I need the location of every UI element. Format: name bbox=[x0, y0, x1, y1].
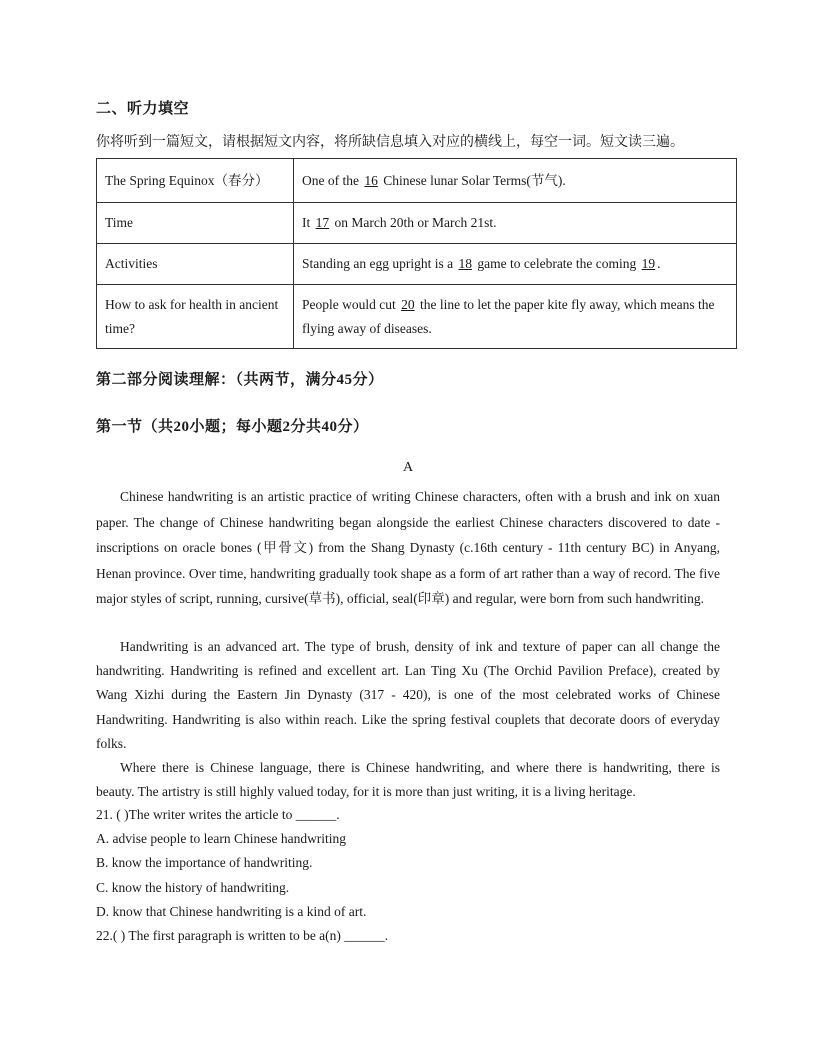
blank-17: 17 bbox=[315, 215, 330, 230]
table-row bbox=[97, 203, 737, 244]
table-row bbox=[97, 285, 737, 349]
row-content: People would cut 20 the line to let the paper kite fly away, which means the flying away of diseases. bbox=[294, 285, 737, 349]
passage-paragraph: Chinese handwriting is an artistic practice of writing Chinese characters, often with a brush and ink on xuan paper. The change of Chinese handwriting began alongside the earliest Chinese characters discovered to date - inscriptions on oracle bones (甲骨文) from the Shang Dynasty (c.16th century - 11th century BC) in Anyang, Henan province. Over time, handwriting gradually took shape as a form of art rather than a way of record. The five major styles of script, running, cursive(草书), official, seal(印章) and regular, were born from such handwriting. bbox=[96, 489, 720, 606]
question-21: 21. ( )The writer writes the article to ______. bbox=[96, 807, 340, 822]
blank-18: 18 bbox=[458, 256, 472, 271]
section-heading: 二、听力填空 bbox=[96, 101, 190, 117]
row-label: Activities bbox=[97, 244, 294, 285]
blank-19: 19 bbox=[641, 256, 656, 271]
row-content: One of the 16 Chinese lunar Solar Terms(节气). bbox=[294, 159, 737, 203]
listening-table bbox=[96, 158, 737, 349]
option-21-a: A. advise people to learn Chinese handwriting bbox=[96, 831, 347, 846]
row-content: Standing an egg upright is a 18 game to celebrate the coming 19 . bbox=[294, 244, 737, 285]
table-row bbox=[97, 159, 737, 203]
passage-paragraph: Handwriting is an advanced art. The type of brush, density of ink and texture of paper can all change the handwriting. Handwriting is refined and excellent art. Lan Ting Xu (The Orchid Pavilion Preface), created by Wang Xizhi during the Eastern Jin Dynasty (317 - 420), is one of the most celebrated works of Chinese Handwriting. Handwriting is also within reach. Like the spring festival couplets that decorate doors of everyday folks. bbox=[96, 639, 720, 751]
blank-20: 20 bbox=[401, 296, 415, 312]
section-heading: 第一节（共20小题；每小题2分共40分） bbox=[96, 419, 369, 435]
row-content: It 17 on March 20th or March 21st. bbox=[294, 203, 737, 244]
row-label: How to ask for health in ancient time? bbox=[97, 285, 294, 349]
passage-paragraph: Where there is Chinese language, there is Chinese handwriting, and where there is handwriting, there is beauty. The artistry is still highly valued today, for it is more than just writing, it is a living heritage. bbox=[96, 760, 720, 800]
option-21-b: B. know the importance of handwriting. bbox=[96, 855, 313, 870]
row-label: The Spring Equinox（春分） bbox=[97, 159, 294, 203]
passage-title: A bbox=[402, 460, 414, 475]
instruction-text: 你将听到一篇短文，请根据短文内容，将所缺信息填入对应的横线上，每空一词。短文读三遍。 bbox=[96, 135, 684, 150]
blank-16: 16 bbox=[364, 172, 378, 188]
option-21-c: C. know the history of handwriting. bbox=[96, 880, 290, 895]
table-row bbox=[97, 244, 737, 285]
part-heading: 第二部分阅读理解：（共两节，满分45分） bbox=[96, 372, 384, 388]
row-label: Time bbox=[97, 203, 294, 244]
question-22: 22.( ) The first paragraph is written to be a(n) ______. bbox=[96, 928, 389, 943]
option-21-d: D. know that Chinese handwriting is a kind of art. bbox=[96, 904, 367, 919]
